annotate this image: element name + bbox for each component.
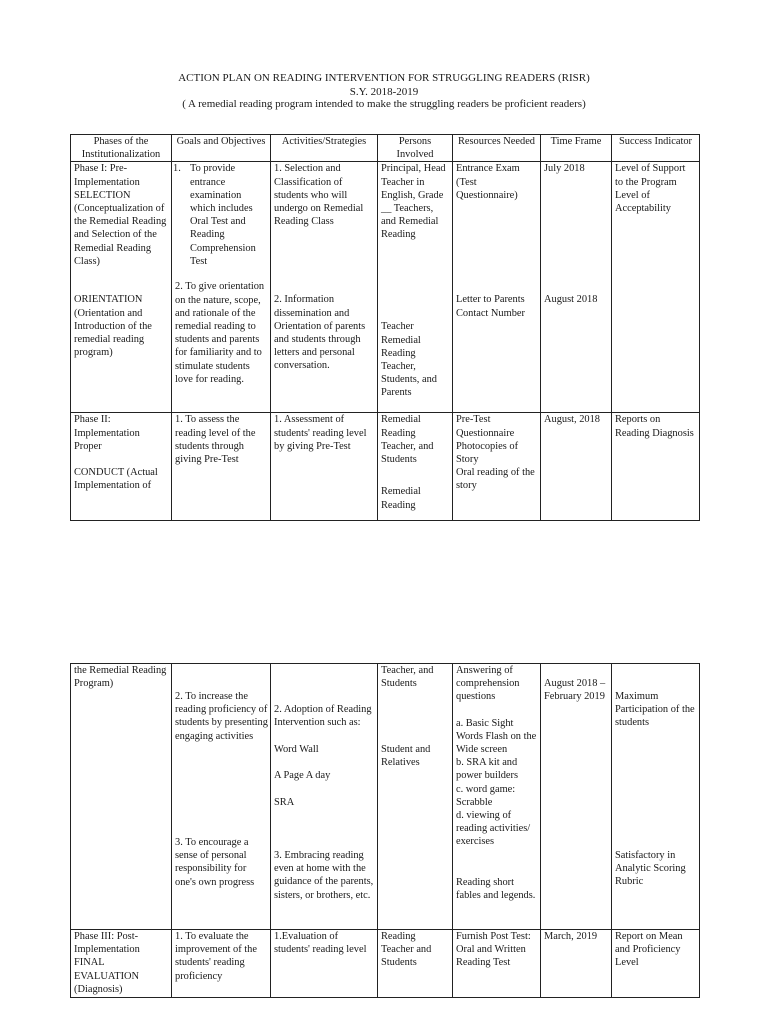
success-text: Satisfactory in Analytic Scoring Rubric bbox=[615, 850, 686, 888]
document-title: ACTION PLAN ON READING INTERVENTION FOR STRUGGLING READERS (RISR) bbox=[178, 72, 590, 84]
activity-text: 1.Evaluation of students' reading level bbox=[274, 931, 367, 956]
activity-text: 1. Assessment of students' reading level by giving Pre-Test bbox=[274, 414, 367, 452]
success-text: Level of Support to the Program Level of Acceptability bbox=[615, 163, 686, 215]
table-row-phase1 bbox=[71, 162, 700, 413]
phase-cell bbox=[71, 413, 172, 521]
phase-text: ORIENTATION (Orientation and Introduction of the remedial reading program) bbox=[74, 294, 152, 359]
success-cell bbox=[612, 664, 700, 930]
list-number: 1. bbox=[173, 163, 181, 175]
success-cell bbox=[612, 162, 700, 413]
school-year: S.Y. 2018-2019 bbox=[349, 86, 419, 98]
phase-cell bbox=[71, 930, 172, 998]
persons-text: Reading Teacher and Students bbox=[381, 931, 432, 969]
time-frame-cell bbox=[541, 664, 612, 930]
time-frame-text: August 2018 bbox=[544, 294, 598, 306]
persons-cell bbox=[378, 930, 453, 998]
list-item: b. SRA kit and power builders bbox=[456, 757, 519, 782]
goals-cell bbox=[172, 413, 271, 521]
column-header-time-frame: Time Frame bbox=[541, 135, 612, 162]
goal-text: 2. To give orientation on the nature, scope, and rationale of the remedial reading to students and parents for familiarity and to stimulate students love for reading. bbox=[175, 281, 265, 385]
persons-text: Remedial Reading Teacher, and Students bbox=[381, 414, 434, 466]
resources-cell bbox=[453, 162, 541, 413]
resources-text: Furnish Post Test: Oral and Written Reading Test bbox=[456, 931, 531, 969]
persons-text: Student and Relatives bbox=[381, 744, 431, 769]
time-frame-text: March, 2019 bbox=[544, 931, 598, 942]
success-text: Report on Mean and Proficiency Level bbox=[615, 931, 683, 969]
resources-text: Entrance Exam (Test Questionnaire) bbox=[456, 163, 520, 201]
action-plan-table-page1 bbox=[70, 134, 700, 521]
goals-cell bbox=[172, 930, 271, 998]
persons-cell bbox=[378, 162, 453, 413]
table-row-phase3 bbox=[71, 930, 700, 998]
time-frame-text: August 2018 –February 2019 bbox=[544, 678, 606, 703]
phase-text: Phase III: Post-Implementation FINAL EVALUATION (Diagnosis) bbox=[74, 931, 140, 995]
activity-text: 2. Information dissemination and Orientation of parents and students through letters and personal conversation. bbox=[274, 294, 366, 372]
column-header-success: Success Indicator bbox=[612, 135, 700, 162]
time-frame-text: July 2018 bbox=[544, 163, 585, 175]
persons-cell bbox=[378, 413, 453, 521]
success-text: Maximum Participation of the students bbox=[615, 691, 695, 729]
column-header-persons: Persons Involved bbox=[378, 135, 453, 162]
column-header-goals: Goals and Objectives bbox=[172, 135, 271, 162]
document-subtitle: ( A remedial reading program intended to make the struggling readers be proficient readers) bbox=[182, 98, 586, 110]
persons-text: Teacher, and Students bbox=[381, 665, 434, 690]
table-row-phase2 bbox=[71, 413, 700, 521]
activity-text: 3. Embracing reading even at home with the guidance of the parents, sisters, or brothers, etc. bbox=[274, 850, 374, 901]
phase-text: CONDUCT (Actual Implementation of bbox=[74, 467, 158, 492]
persons-text: Remedial Reading bbox=[381, 486, 421, 511]
phase-cell bbox=[71, 664, 172, 930]
column-header-resources: Resources Needed bbox=[453, 135, 541, 162]
resources-text: Oral reading of the story bbox=[456, 467, 535, 492]
resources-text: Reading short fables and legends. bbox=[456, 877, 536, 902]
list-item: a. Basic Sight Words Flash on the Wide screen bbox=[456, 717, 537, 756]
phase-text: the Remedial Reading Program) bbox=[74, 665, 167, 690]
time-frame-cell bbox=[541, 413, 612, 521]
activities-cell bbox=[271, 930, 378, 998]
goal-text: To provide entrance examination which includes Oral Test and Reading Comprehension Test bbox=[190, 163, 256, 267]
resources-text: Answering of comprehension questions bbox=[456, 665, 520, 703]
goals-cell bbox=[172, 664, 271, 930]
list-item: A Page A day bbox=[274, 770, 331, 782]
activity-text: 2. Adoption of Reading Intervention such as: bbox=[274, 704, 372, 729]
time-frame-cell bbox=[541, 930, 612, 998]
success-cell bbox=[612, 413, 700, 521]
column-header-activities: Activities/Strategies bbox=[271, 135, 378, 162]
resources-text: Letter to Parents Contact Number bbox=[456, 294, 525, 319]
activities-cell bbox=[271, 413, 378, 521]
goals-cell bbox=[172, 162, 271, 413]
time-frame-text: August, 2018 bbox=[544, 414, 600, 426]
resources-text: Pre-Test Questionnaire Photocopies of Story bbox=[456, 414, 519, 466]
persons-cell bbox=[378, 664, 453, 930]
time-frame-cell bbox=[541, 162, 612, 413]
list-item: d. viewing of reading activities/ exercises bbox=[456, 810, 531, 848]
list-item: c. word game: Scrabble bbox=[456, 783, 516, 808]
activities-cell bbox=[271, 162, 378, 413]
column-header-phases: Phases of the Institutionalization bbox=[71, 135, 172, 162]
table-row-phase2-continued bbox=[71, 664, 700, 930]
persons-text: Principal, Head Teacher in English, Grade __ Teachers, and Remedial Reading bbox=[381, 163, 446, 241]
activities-cell bbox=[271, 664, 378, 930]
phase-cell bbox=[71, 162, 172, 413]
resources-cell bbox=[453, 930, 541, 998]
goal-text: 2. To increase the reading proficiency of students by presenting engaging activities bbox=[175, 691, 268, 742]
resources-cell bbox=[453, 413, 541, 521]
activity-text: 1. Selection and Classification of students who will undergo on Remedial Reading Class bbox=[274, 163, 364, 228]
goal-text: 1. To assess the reading level of the students through giving Pre-Test bbox=[175, 414, 256, 466]
list-item: Word Wall bbox=[274, 743, 319, 755]
success-text: Reports on Reading Diagnosis bbox=[615, 414, 694, 439]
goal-text: 1. To evaluate the improvement of the students' reading proficiency bbox=[175, 931, 257, 982]
goal-text: 3. To encourage a sense of personal responsibility for one's own progress bbox=[175, 837, 255, 888]
table-header-row bbox=[71, 135, 700, 162]
resources-cell bbox=[453, 664, 541, 930]
list-item: SRA bbox=[274, 796, 295, 808]
phase-text: Phase I: Pre-Implementation SELECTION (Conceptualization of the Remedial Reading and Selection of the Remedial Reading Class) bbox=[74, 163, 167, 267]
action-plan-table-page2 bbox=[70, 663, 700, 998]
phase-text: Phase II: Implementation Proper bbox=[74, 414, 140, 452]
success-cell bbox=[612, 930, 700, 998]
persons-text: Teacher Remedial Reading Teacher, Students, and Parents bbox=[381, 321, 437, 399]
